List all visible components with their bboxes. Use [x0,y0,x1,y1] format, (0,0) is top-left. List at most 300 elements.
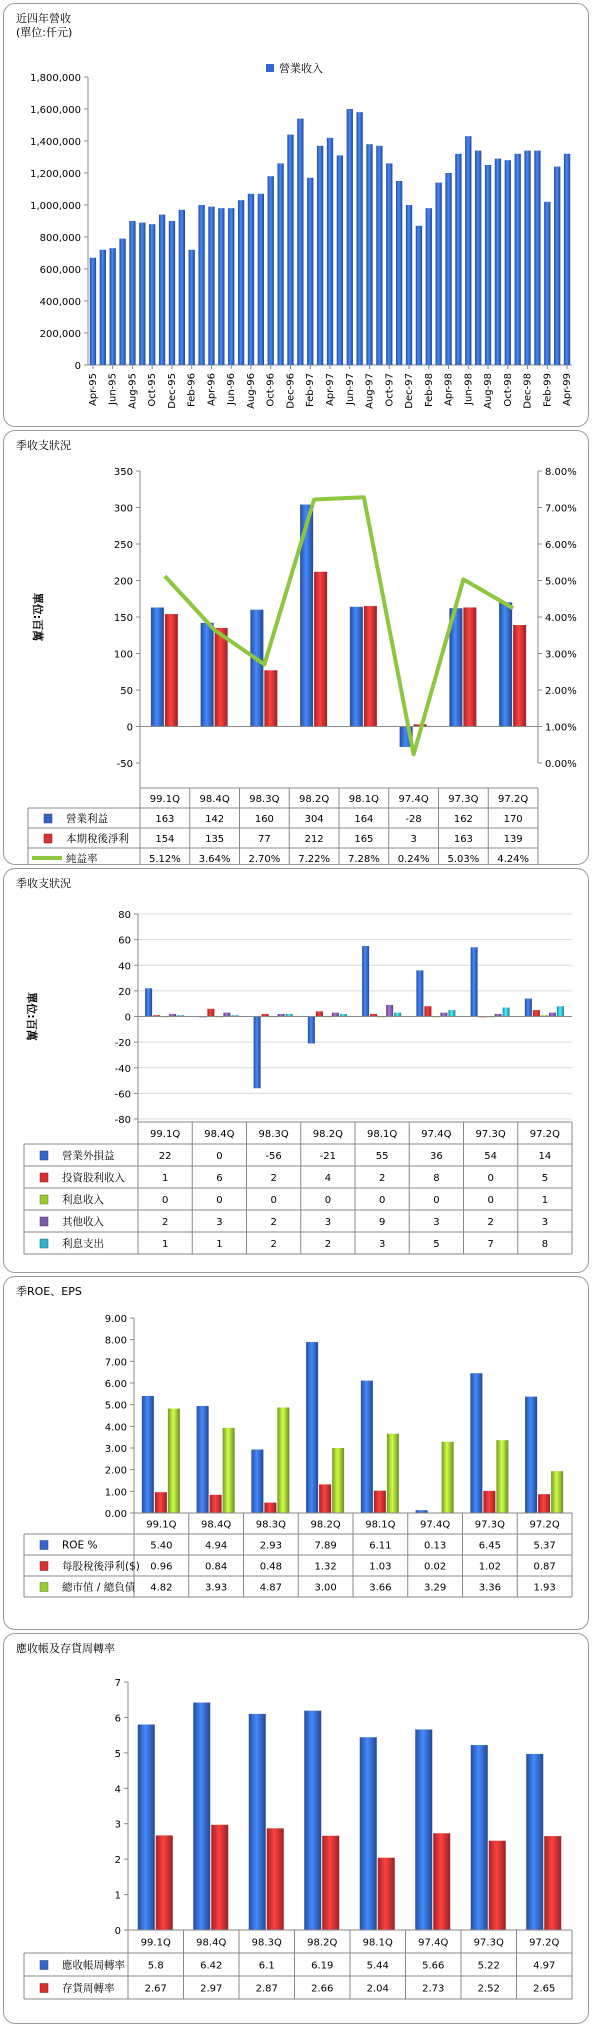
y-tick-label: 200,000 [39,329,81,340]
bar [306,1342,318,1513]
data-label: 4.97 [533,1960,556,1972]
data-label: 8 [541,1239,549,1250]
data-label: 0.02 [423,1561,447,1573]
y-tick-label: 100 [113,649,133,661]
revenue-bar [475,151,481,365]
legend-label: 每股稅後淨利($) [62,1560,140,1573]
data-label: 160 [254,814,274,825]
legend-marker [40,1984,48,1993]
data-label: 6 [216,1173,223,1184]
legend-label: 投資股利收入 [62,1172,125,1184]
bar [197,1406,209,1513]
data-label: 2.52 [477,1983,500,1995]
bar [322,1836,339,1930]
y2-tick-label: 1.00% [545,722,577,734]
category-label: 98.1Q [362,1937,393,1949]
bar [267,1828,284,1930]
legend-marker [40,1541,48,1550]
revenue-bar [287,135,293,365]
data-label: 3 [216,1217,223,1228]
data-label: 7 [487,1239,494,1250]
revenue-bar [228,208,234,365]
bar [544,1836,561,1930]
legend-marker [40,1217,48,1226]
category-label: 98.2Q [299,794,330,805]
data-label: 4.24% [497,854,530,864]
data-label: 4.87 [259,1582,283,1594]
data-label: 5.8 [147,1960,164,1972]
category-label: 98.4Q [199,794,230,805]
revenue-bar [317,146,323,365]
legend-label: 營業利益 [66,813,108,825]
data-label: 0 [433,1195,440,1206]
data-label: 0.84 [204,1561,228,1573]
bar [470,1373,482,1513]
y-tick-label: 1 [114,1890,121,1902]
bar [394,1013,401,1017]
bar [277,1407,289,1513]
data-label: 139 [503,834,523,845]
category-label: 99.1Q [140,1937,171,1949]
data-label: 54 [484,1151,497,1162]
category-label: 98.2Q [310,1519,341,1531]
data-label: 2 [161,1217,169,1228]
data-label: 4 [324,1173,332,1184]
bar [387,1434,399,1513]
data-label: 0.24% [397,854,430,864]
y-tick-label: 6 [114,1713,121,1725]
bar [471,1745,488,1930]
bar [360,1737,377,1930]
legend-label: 存貨周轉率 [62,1982,115,1995]
legend-marker [266,64,274,72]
category-label: 98.4Q [201,1519,232,1531]
data-label: 3 [541,1217,549,1228]
bar [496,1440,508,1513]
y-tick-label: 3.00 [104,1444,127,1455]
revenue-bar [100,250,106,365]
data-label: 14 [538,1151,552,1162]
data-label: 0 [270,1195,277,1206]
y2-tick-label: 8.00% [545,467,577,478]
data-label: 304 [304,814,324,825]
bar [557,1006,564,1016]
revenue-bar-chart [4,4,588,426]
data-label: 1 [161,1173,169,1184]
nonoperating-title: 季收支狀況 [16,877,71,890]
y-tick-label: 9.00 [104,1314,127,1325]
bar [211,1825,228,1930]
revenue-chart-title: 近四年營收 [16,12,71,25]
legend-marker [40,1173,48,1182]
revenue-bar [376,146,382,365]
data-label: 2 [324,1239,332,1250]
y-tick-label: 6.00 [104,1379,127,1390]
bar [264,670,277,726]
data-label: 1 [216,1239,223,1250]
y-tick-label: 5 [114,1748,121,1760]
y2-tick-label: 5.00% [545,576,577,588]
y-tick-label: 800,000 [39,233,81,244]
x-tick-label: Feb-98 [423,373,435,408]
y-tick-label: 3 [114,1819,121,1831]
legend-marker [40,1562,48,1571]
x-tick-label: Oct-96 [265,373,277,407]
y-tick-label: 50 [120,686,133,697]
y-tick-label: 7 [114,1678,121,1689]
bar [416,970,423,1016]
revenue-bar [356,112,362,365]
data-label: 0 [487,1195,494,1206]
data-label: 5.44 [366,1960,389,1972]
data-label: 4.94 [204,1540,228,1552]
data-label: -56 [265,1151,282,1162]
revenue-bar [258,194,264,365]
data-label: 2.97 [200,1983,223,1995]
data-label: 2.93 [259,1540,283,1552]
y-tick-label: 250 [113,540,133,551]
legend-label: 總市值 / 總負債 [62,1581,136,1594]
y-tick-label: 4 [114,1784,121,1796]
data-label: 7.22% [298,854,331,864]
y-tick-label: -80 [114,1115,131,1126]
bar [168,1409,180,1513]
bar [549,1013,556,1017]
legend-label: 純益率 [66,853,98,864]
bar [361,1381,373,1513]
y-tick-label: 2.00 [104,1465,127,1477]
data-label: 2.66 [311,1983,334,1995]
data-label: 7.89 [314,1540,337,1552]
bar [155,1492,167,1513]
y-tick-label: 7.00 [104,1357,127,1369]
data-label: 6.42 [200,1960,223,1972]
y-tick-label: 1,200,000 [30,169,81,180]
y-tick-label: 4.00 [104,1422,127,1434]
data-label: 163 [453,834,473,845]
category-label: 98.3Q [249,794,280,805]
bar [145,988,152,1016]
bar [463,608,476,727]
data-label: 0 [216,1151,223,1162]
revenue-bar [426,208,432,365]
y2-tick-label: 4.00% [545,613,577,624]
y-tick-label: 600,000 [39,265,81,276]
revenue-bar [129,221,135,365]
bar [251,1450,263,1513]
data-label: 2 [270,1239,277,1250]
category-label: 98.1Q [367,1129,398,1140]
x-tick-label: Oct-97 [384,373,396,407]
x-tick-label: Apr-96 [206,373,218,406]
data-label: 5.37 [533,1540,556,1552]
y-tick-label: 0 [114,1926,121,1937]
y-tick-label: 1.00 [104,1487,127,1499]
bar [151,608,164,727]
category-label: 98.1Q [365,1519,396,1531]
revenue-bar [445,173,451,365]
bar [308,1017,315,1044]
data-label: 142 [205,814,225,825]
y-tick-label: 400,000 [39,297,81,308]
bar [433,1833,450,1930]
data-label: 0.96 [150,1561,173,1573]
x-tick-label: Aug-98 [483,373,495,409]
bar [513,625,526,726]
y-tick-label: 0.00 [104,1509,127,1520]
bar [319,1484,331,1513]
y-tick-label: -60 [114,1089,131,1101]
legend-marker [40,1195,48,1204]
y2-tick-label: 3.00% [545,649,577,661]
revenue-bar [159,215,165,365]
bar [250,610,263,727]
revenue-bar [90,258,96,365]
bar [471,947,478,1016]
revenue-bar [564,154,570,365]
x-tick-label: Apr-97 [325,373,336,406]
category-label: 97.4Q [421,1129,452,1140]
x-tick-label: Dec-96 [285,373,297,409]
x-tick-label: Apr-95 [87,373,99,406]
y-tick-label: 0 [74,361,81,372]
data-label: -28 [405,814,422,825]
y-tick-label: 0 [124,1012,131,1024]
category-label: 97.2Q [529,1937,560,1949]
legend-label: 營業外損益 [62,1150,115,1162]
x-tick-label: Apr-98 [443,373,455,406]
category-label: 97.3Q [474,1519,505,1531]
category-label: 98.2Q [307,1937,338,1949]
bar [165,614,178,726]
bar [499,602,512,726]
y-tick-label: -50 [116,759,133,770]
y-tick-label: 1,000,000 [30,201,81,212]
bar [551,1471,563,1513]
category-label: 98.4Q [204,1129,235,1140]
revenue-bar [149,224,155,365]
y-axis-label: 單位:百萬 [31,592,44,642]
bar [424,1006,431,1016]
category-label: 97.2Q [529,1129,560,1140]
data-label: 1 [541,1195,549,1206]
data-label: 162 [453,814,473,825]
category-label: 98.3Q [255,1519,286,1531]
revenue-bar [455,154,461,365]
revenue-bar [416,226,422,365]
roe-eps-title: 季ROE、EPS [16,1285,82,1298]
category-label: 97.2Q [529,1519,560,1531]
revenue-bar [337,155,343,365]
bar [156,1835,173,1930]
category-label: 99.1Q [146,1519,177,1531]
y-tick-label: 2 [114,1855,121,1867]
data-label: 0 [487,1173,494,1184]
x-tick-label: Dec-98 [522,373,534,409]
bar [138,1725,155,1930]
category-label: 97.2Q [498,794,529,805]
revenue-bar [386,163,392,365]
data-label: 163 [155,814,175,825]
bar [378,1858,395,1930]
data-label: 212 [304,834,324,845]
revenue-bar [396,181,402,365]
data-label: 3 [324,1217,332,1228]
data-label: 1.32 [314,1561,337,1573]
bar [350,607,363,727]
data-label: 55 [375,1151,389,1162]
y-tick-label: 150 [113,613,133,624]
x-tick-label: Jun-95 [107,373,119,405]
quarterly-income-title: 季收支狀況 [16,439,71,452]
bar [223,1428,235,1513]
data-label: 2 [378,1173,386,1184]
bar [201,623,214,727]
y2-tick-label: 6.00% [545,540,577,551]
y-tick-label: 80 [118,910,131,921]
data-label: 3.64% [198,854,231,864]
bar [314,572,327,727]
turnover-title: 應收帳及存貨周轉率 [16,1642,115,1655]
category-label: 97.4Q [418,1937,449,1949]
revenue-bar [238,200,244,365]
category-label: 99.1Q [150,1129,181,1140]
data-label: 5.40 [150,1540,173,1552]
bar [538,1494,550,1513]
y-tick-label: 20 [118,986,131,998]
revenue-bar [139,223,145,365]
data-label: 3.93 [204,1582,228,1594]
revenue-bar [169,221,175,365]
turnover-chart [4,1634,588,2023]
data-label: 1.03 [369,1561,392,1573]
bar [210,1495,222,1513]
y-tick-label: 1,400,000 [30,137,81,148]
data-label: 7.28% [347,854,380,864]
revenue-bar [534,151,540,365]
data-label: 3.29 [423,1582,447,1594]
revenue-bar [505,160,511,365]
revenue-bar [218,208,224,365]
bar [223,1013,230,1017]
data-label: 22 [158,1151,172,1162]
data-label: 3.36 [478,1582,502,1594]
x-tick-label: Oct-95 [147,373,159,407]
legend-label: ROE % [62,1539,98,1552]
data-label: 1 [161,1239,169,1250]
revenue-bar [524,151,530,365]
bar [503,1008,510,1017]
category-label: 98.3Q [251,1937,282,1949]
data-label: 2.70% [248,854,281,864]
revenue-bar [495,159,501,365]
legend-label: 營業收入 [279,62,323,75]
x-tick-label: Jun-96 [226,373,238,405]
data-label: 0 [324,1195,332,1206]
bar [304,1711,321,1930]
legend-label: 其他收入 [62,1216,104,1228]
category-label: 98.4Q [196,1937,227,1949]
legend-marker [40,1583,48,1592]
bar [142,1396,154,1513]
revenue-bar [268,176,274,365]
x-tick-label: Aug-97 [364,373,376,409]
y-tick-label: 8.00 [104,1335,127,1347]
data-label: 4.82 [150,1582,173,1594]
x-tick-label: Feb-97 [305,373,317,408]
data-label: 1.02 [478,1561,502,1573]
revenue-bar [406,205,412,365]
data-label: 5 [541,1173,549,1184]
bar [264,1503,276,1513]
bar [489,1841,506,1930]
legend-marker [44,814,52,823]
bar [316,1011,323,1016]
revenue-bar [435,183,441,365]
legend-marker [44,834,52,843]
data-label: 5.12% [148,854,181,864]
revenue-bar [515,154,521,365]
data-label: 0.13 [423,1540,447,1552]
legend-label: 利息支出 [62,1238,104,1250]
revenue-bar [465,136,471,365]
quarterly-income-panel [3,430,589,865]
revenue-bar [277,163,283,365]
turnover-panel [3,1633,589,2024]
bar [332,1448,344,1513]
data-label: 165 [354,834,374,845]
x-tick-label: Aug-95 [127,373,139,409]
revenue-chart-panel [3,3,589,427]
revenue-bar [347,109,353,365]
data-label: 77 [258,834,271,845]
y-tick-label: 350 [113,467,133,478]
legend-label: 應收帳周轉率 [62,1959,125,1972]
y2-tick-label: 7.00% [545,503,577,515]
x-tick-label: Jun-97 [344,373,356,405]
data-label: 3.66 [369,1582,392,1594]
x-tick-label: Oct-98 [502,373,514,407]
data-label: 2 [487,1217,494,1228]
y-tick-label: 300 [113,503,133,515]
quarterly-income-chart [4,431,588,864]
data-label: 2.87 [255,1983,278,1995]
revenue-bar [485,165,491,365]
data-label: -21 [319,1151,337,1162]
legend-label: 利息收入 [62,1194,104,1206]
data-label: 36 [430,1151,443,1162]
revenue-bar [110,248,116,365]
y-tick-label: 0 [126,722,133,734]
data-label: 5.03% [447,854,480,864]
y-tick-label: 5.00 [104,1400,127,1412]
data-label: 5.22 [477,1960,500,1972]
bar [207,1009,214,1017]
y-tick-label: 1,800,000 [30,73,81,84]
data-label: 6.19 [311,1960,334,1972]
x-tick-label: Feb-96 [186,373,198,408]
category-label: 97.4Q [420,1519,451,1531]
bar [448,1010,455,1016]
data-label: 154 [155,834,175,845]
x-tick-label: Apr-99 [562,373,574,406]
bar [249,1714,266,1930]
revenue-bar [179,210,185,365]
bar [374,1491,386,1513]
x-tick-label: Dec-97 [404,373,416,409]
data-label: 0.48 [259,1561,283,1573]
data-label: 6.11 [369,1540,392,1552]
